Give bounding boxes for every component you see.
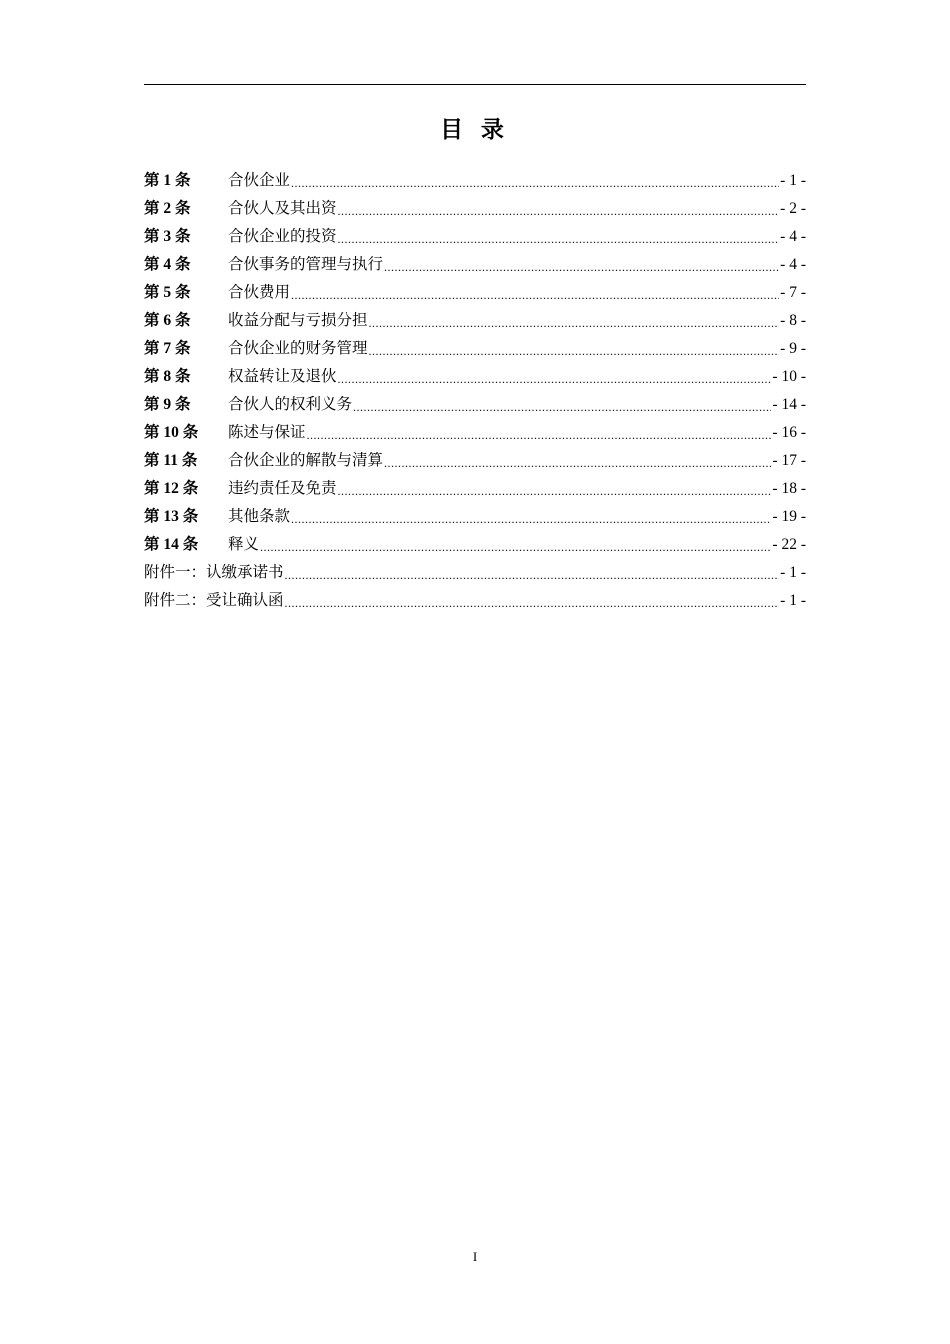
page-number: I <box>472 1249 478 1264</box>
toc-entry-label: 合伙企业的投资 <box>228 228 337 245</box>
toc-entry-14[interactable] <box>144 528 806 556</box>
toc-leader-dots <box>260 535 771 555</box>
toc-entry-page: - 7 - <box>780 284 806 301</box>
toc-leader-dots <box>369 339 780 359</box>
toc-leader-dots <box>291 507 771 527</box>
toc-entry-page: - 10 - <box>772 368 806 385</box>
toc-entry-page: - 8 - <box>780 312 806 329</box>
toc-entry-page: - 14 - <box>772 396 806 413</box>
toc-entry-number: 第 9 条 <box>144 396 191 413</box>
toc-entry-12[interactable] <box>144 472 806 500</box>
toc-entry-2[interactable] <box>144 192 806 220</box>
toc-entry-label: 合伙人及其出资 <box>228 200 337 217</box>
toc-leader-dots <box>291 171 779 191</box>
toc-leader-dots <box>285 563 780 583</box>
toc-entry-number: 第 11 条 <box>144 452 198 469</box>
toc-entry-11[interactable] <box>144 444 806 472</box>
toc-entry-6[interactable] <box>144 304 806 332</box>
toc-leader-dots <box>338 479 772 499</box>
toc-entry-number: 第 8 条 <box>144 368 191 385</box>
toc-leader-dots <box>384 451 771 471</box>
toc-entry-page: - 4 - <box>780 256 806 273</box>
toc-entry-9[interactable] <box>144 388 806 416</box>
toc-entry-label: 合伙企业的解散与清算 <box>228 452 384 469</box>
toc-entry-label: 释义 <box>228 536 260 553</box>
toc-entry-page: - 18 - <box>772 480 806 497</box>
toc-entry-4[interactable] <box>144 248 806 276</box>
toc-entry-label: 其他条款 <box>228 508 291 525</box>
toc-entry-page: - 2 - <box>780 200 806 217</box>
toc-entry-5[interactable] <box>144 276 806 304</box>
toc-entry-number: 第 5 条 <box>144 284 191 301</box>
toc-appendix-page: - 1 - <box>780 592 806 609</box>
toc-entry-13[interactable] <box>144 500 806 528</box>
toc-leader-dots <box>285 591 780 611</box>
toc-leader-dots <box>307 423 772 443</box>
toc-entry-number: 第 2 条 <box>144 200 191 217</box>
toc-entry-number: 第 13 条 <box>144 508 199 525</box>
toc-entry-number: 第 1 条 <box>144 172 191 189</box>
toc-entry-label: 权益转让及退伙 <box>228 368 337 385</box>
toc-entry-label: 合伙企业的财务管理 <box>228 340 368 357</box>
toc-title: 目 录 <box>440 117 510 142</box>
toc-leader-dots <box>338 227 780 247</box>
toc-leader-dots <box>338 367 772 387</box>
toc-entry-page: - 17 - <box>772 452 806 469</box>
header-rule <box>144 84 806 85</box>
toc-entry-page: - 16 - <box>772 424 806 441</box>
toc-appendix-page: - 1 - <box>780 564 806 581</box>
toc-entry-label: 违约责任及免责 <box>228 480 337 497</box>
toc-entry-number: 第 7 条 <box>144 340 191 357</box>
toc-entry-number: 第 6 条 <box>144 312 191 329</box>
toc-entry-number: 第 10 条 <box>144 424 199 441</box>
toc-entry-7[interactable] <box>144 332 806 360</box>
toc-entry-label: 合伙企业 <box>228 172 291 189</box>
toc-entry-label: 合伙人的权利义务 <box>228 396 353 413</box>
toc-entry-page: - 9 - <box>780 340 806 357</box>
toc-entry-8[interactable] <box>144 360 806 388</box>
toc-entry-3[interactable] <box>144 220 806 248</box>
toc-leader-dots <box>291 283 779 303</box>
toc-leader-dots <box>338 199 780 219</box>
toc-appendix-label: 附件二：受让确认函 <box>144 592 284 609</box>
toc-entry-label: 收益分配与亏损分担 <box>228 312 368 329</box>
toc-entry-number: 第 4 条 <box>144 256 191 273</box>
toc-leader-dots <box>369 311 780 331</box>
toc-entry-page: - 4 - <box>780 228 806 245</box>
toc-entry-number: 第 3 条 <box>144 228 191 245</box>
toc-entry-page: - 19 - <box>772 508 806 525</box>
toc-leader-dots <box>384 255 779 275</box>
toc-appendix-2[interactable] <box>144 584 806 612</box>
toc-entry-label: 合伙事务的管理与执行 <box>228 256 384 273</box>
toc-leader-dots <box>353 395 771 415</box>
toc-entry-label: 合伙费用 <box>228 284 291 301</box>
toc-entry-1[interactable] <box>144 164 806 192</box>
toc-appendix-label: 附件一：认缴承诺书 <box>144 564 284 581</box>
toc-entry-number: 第 14 条 <box>144 536 199 553</box>
table-of-contents <box>144 164 806 612</box>
toc-entry-10[interactable] <box>144 416 806 444</box>
toc-entry-page: - 22 - <box>772 536 806 553</box>
toc-entry-label: 陈述与保证 <box>228 424 306 441</box>
toc-appendix-1[interactable] <box>144 556 806 584</box>
toc-entry-number: 第 12 条 <box>144 480 199 497</box>
toc-entry-page: - 1 - <box>780 172 806 189</box>
